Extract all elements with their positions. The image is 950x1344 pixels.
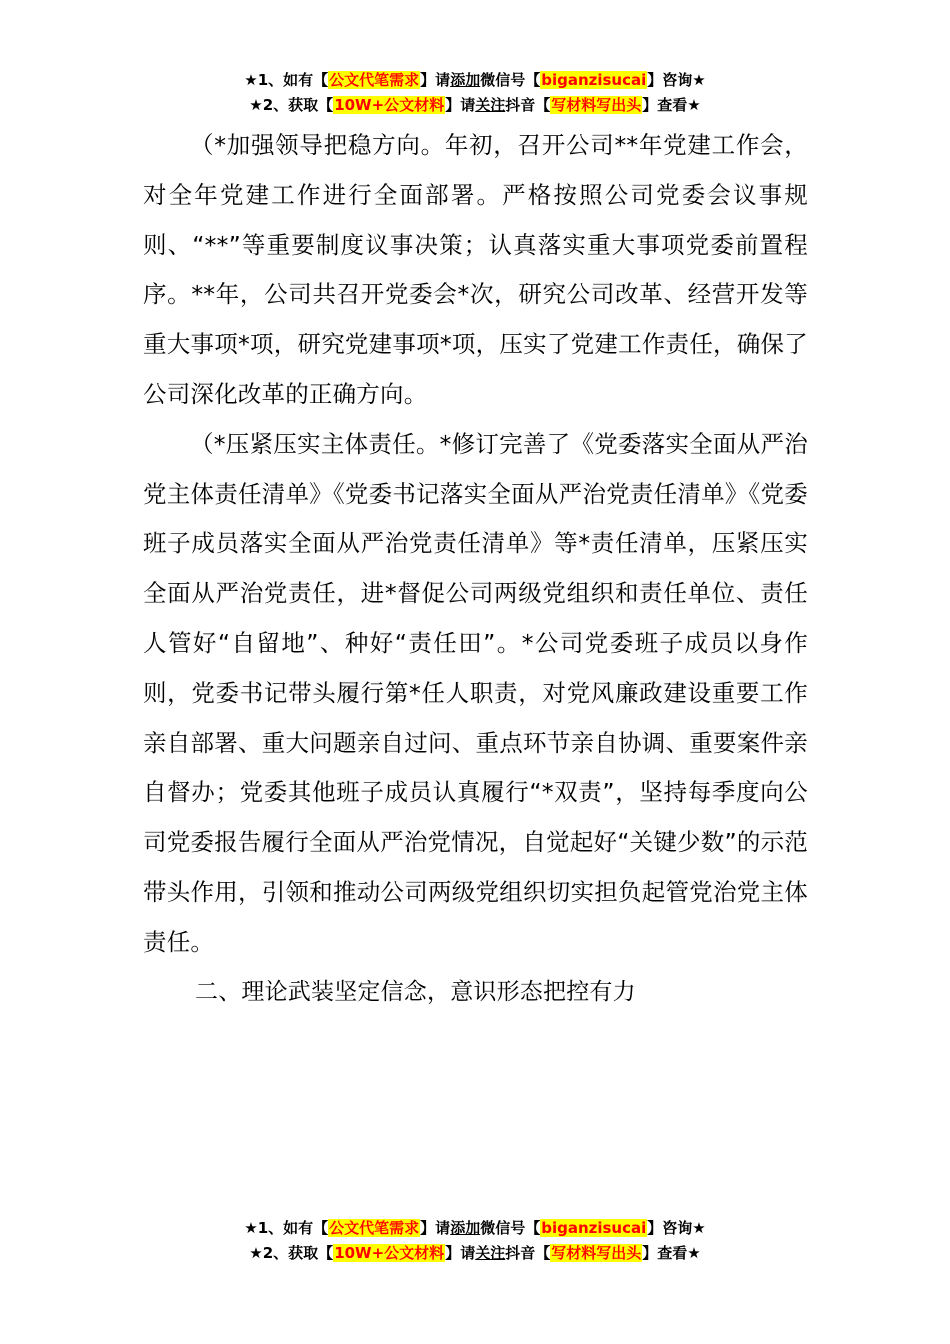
banner-text: 】请 <box>420 1219 451 1237</box>
banner-line-1 <box>0 68 950 93</box>
banner-text: 抖音【 <box>505 1244 551 1262</box>
document-body <box>143 121 808 1017</box>
banner-text: ★2、获取【 <box>249 1244 334 1262</box>
banner-text: 】咨询★ <box>647 1219 706 1237</box>
banner-highlight: 公文代笔需求 <box>329 71 420 89</box>
banner-line-2 <box>0 93 950 118</box>
banner-text: 抖音【 <box>505 96 551 114</box>
banner-text: 】咨询★ <box>647 71 706 89</box>
banner-highlight: 公文代笔需求 <box>329 1219 420 1237</box>
banner-emphasis: 关注 <box>475 1244 506 1262</box>
header-banner <box>0 68 950 118</box>
banner-line-2 <box>0 1241 950 1266</box>
banner-text: 微信号【 <box>480 71 541 89</box>
banner-line-1 <box>0 1216 950 1241</box>
banner-text: ★1、如有【 <box>244 1219 329 1237</box>
footer-banner <box>0 1216 950 1266</box>
banner-highlight: 10W+公文材料 <box>334 1244 445 1262</box>
paragraph: （*压紧压实主体责任。*修订完善了《党委落实全面从严治党主体责任清单》《党委书记落实全面从严治党责任清单》《党委班子成员落实全面从严治党责任清单》等*责任清单，压紧压实全面从严治党责任，进*督促公司两级党组织和责任单位、责任人管好“自留地”、种好“责任田”。*公司党委班子成员以身作则，党委书记带头履行第*任人职责，对党风廉政建设重要工作亲自部署、重大问题亲自过问、重点环节亲自协调、重要案件亲自督办；党委其他班子成员认真履行“*双责”，坚持每季度向公司党委报告履行全面从严治党情况，自觉起好“关键少数”的示范带头作用，引领和推动公司两级党组织切实担负起管党治党主体责任。 <box>143 429 808 956</box>
banner-highlight: 10W+公文材料 <box>334 96 445 114</box>
paragraph: （*加强领导把稳方向。年初，召开公司**年党建工作会，对全年党建工作进行全面部署。严格按照公司党委会议事规则、“**”等重要制度议事决策；认真落实重大事项党委前置程序。**年，公司共召开党委会*次，研究公司改革、经营开发等重大事项*项，研究党建事项*项，压实了党建工作责任，确保了公司深化改革的正确方向。 <box>143 131 808 408</box>
banner-text: 】查看★ <box>642 1244 701 1262</box>
banner-highlight: biganzisucai <box>541 71 647 89</box>
banner-highlight: 写材料写出头 <box>551 96 642 114</box>
banner-highlight: 写材料写出头 <box>551 1244 642 1262</box>
banner-text: 】查看★ <box>642 96 701 114</box>
banner-emphasis: 关注 <box>475 96 506 114</box>
banner-emphasis: 添加 <box>450 71 481 89</box>
banner-text: 】请 <box>420 71 451 89</box>
banner-text: 】请 <box>445 96 476 114</box>
banner-highlight: biganzisucai <box>541 1219 647 1237</box>
banner-emphasis: 添加 <box>450 1219 481 1237</box>
banner-text: 微信号【 <box>480 1219 541 1237</box>
section-heading: 二、理论武装坚定信念，意识形态把控有力 <box>195 978 636 1005</box>
banner-text: 】请 <box>445 1244 476 1262</box>
banner-text: ★2、获取【 <box>249 96 334 114</box>
banner-text: ★1、如有【 <box>244 71 329 89</box>
